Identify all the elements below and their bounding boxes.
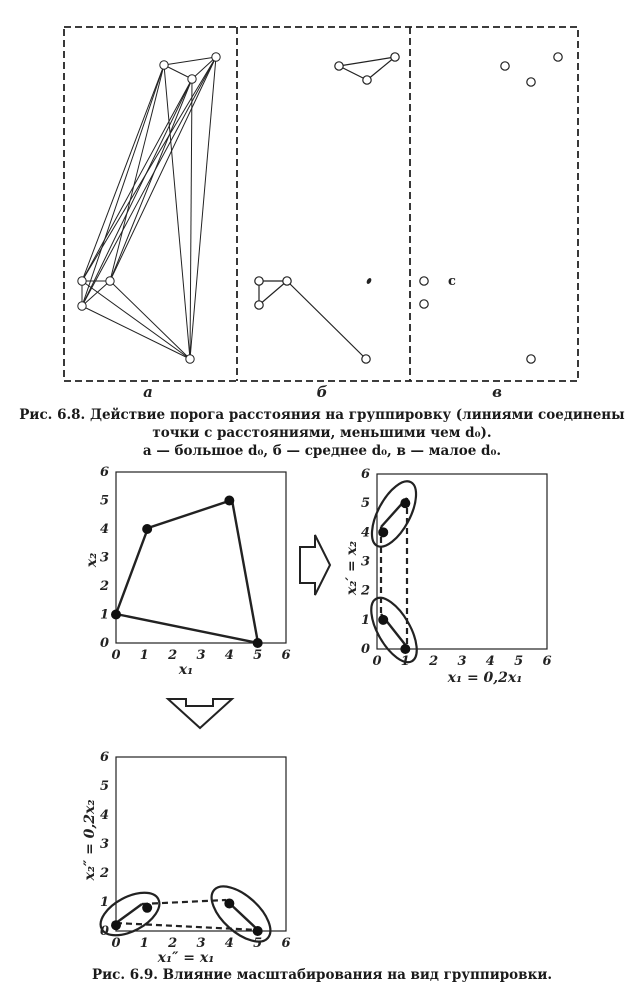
x-tick-label: 6 [542, 654, 552, 669]
data-point [420, 277, 428, 285]
data-point [78, 302, 86, 310]
data-point [554, 53, 562, 61]
data-point [363, 76, 371, 84]
y-tick-label: 1 [99, 607, 109, 623]
y-tick-label: 0 [360, 642, 370, 657]
y-tick-label: 5 [99, 779, 109, 794]
x-tick-label: 6 [281, 648, 291, 663]
x-tick-label: 1 [139, 936, 149, 951]
connection-line [82, 79, 192, 281]
panel-label-b: б [316, 383, 328, 401]
connection-line [82, 65, 164, 306]
connection-line [110, 79, 192, 281]
x-tick-label: 4 [485, 654, 495, 669]
fig68-panel-b [255, 53, 399, 363]
x-tick-label: 4 [224, 648, 234, 663]
data-point [400, 498, 410, 508]
plot-b-ylabel: x₂′ = x₂ [344, 540, 360, 596]
y-tick-label: 2 [99, 866, 109, 881]
plot-c-ylabel: x₂″ = 0,2x₂ [82, 799, 98, 881]
data-point [142, 903, 152, 913]
data-point [283, 277, 291, 285]
data-point [527, 78, 535, 86]
y-tick-label: 4 [360, 525, 370, 541]
data-point [400, 644, 410, 654]
arrow-right-icon [300, 535, 330, 595]
plot-b-xlabel: x₁ = 0,2x₁ [447, 670, 523, 686]
data-point [186, 355, 194, 363]
fig68-caption-line2: точки с расстояниями, меньшими чем d₀). [152, 425, 492, 441]
arrow-down-icon [168, 699, 232, 728]
y-tick-label: 0 [99, 924, 109, 939]
connection-line [82, 57, 216, 281]
y-tick-label: 5 [99, 493, 109, 509]
y-tick-label: 1 [360, 612, 370, 628]
fig68-caption-line1: Рис. 6.8. Действие порога расстояния на группировку (линиями соединены [19, 407, 625, 423]
connection-line [82, 57, 216, 306]
fig68-panel-c [420, 53, 562, 363]
y-tick-label: 6 [99, 750, 109, 765]
data-point [78, 277, 86, 285]
cluster-outline [116, 500, 258, 643]
fig68-panel-a [78, 53, 220, 363]
data-point [378, 527, 388, 537]
data-point [111, 610, 121, 620]
y-tick-label: 3 [360, 554, 370, 570]
data-point [142, 524, 152, 534]
y-tick-label: 0 [99, 636, 109, 651]
fig68-caption-line3: а — большое d₀, б — среднее d₀, в — малое d₀. [142, 443, 502, 459]
x-tick-label: 0 [111, 936, 121, 951]
data-point [224, 898, 234, 908]
connection-line [82, 306, 190, 359]
data-point [378, 615, 388, 625]
x-tick-label: 2 [168, 936, 178, 951]
y-tick-label: 3 [99, 550, 109, 566]
data-point [362, 355, 370, 363]
x-tick-label: 5 [514, 654, 524, 669]
cluster-edge [116, 904, 142, 923]
x-tick-label: 4 [224, 936, 234, 951]
x-tick-label: 0 [111, 648, 121, 663]
data-point [224, 496, 234, 506]
panel-label-a: а [143, 383, 153, 401]
data-point [420, 300, 428, 308]
y-tick-label: 3 [99, 837, 109, 852]
plot-a [84, 465, 291, 678]
plot-a-ylabel: x₂ [84, 552, 100, 568]
x-tick-label: 1 [139, 648, 149, 663]
y-tick-label: 6 [99, 465, 109, 480]
x-tick-label: 5 [253, 648, 263, 663]
data-point [160, 61, 168, 69]
data-point [188, 75, 196, 83]
x-tick-label: 3 [196, 648, 206, 663]
ink-mark [366, 277, 373, 285]
data-point [253, 638, 263, 648]
connection-line [190, 57, 216, 359]
point-label-c: с [448, 274, 456, 289]
data-point [212, 53, 220, 61]
y-tick-label: 1 [99, 895, 109, 910]
fig68-caption [0, 406, 644, 460]
fig69-caption: Рис. 6.9. Влияние масштабирования на вид группировки. [91, 967, 553, 983]
plot-b [344, 467, 552, 686]
x-tick-label: 0 [372, 654, 382, 669]
data-point [255, 277, 263, 285]
y-tick-label: 2 [360, 583, 370, 599]
data-point [391, 53, 399, 61]
y-tick-label: 4 [99, 808, 109, 823]
x-tick-label: 5 [253, 936, 263, 951]
y-tick-label: 2 [99, 579, 109, 594]
panel-label-c: в [492, 383, 502, 401]
data-point [253, 926, 263, 936]
data-point [111, 920, 121, 930]
data-point [106, 277, 114, 285]
x-tick-label: 1 [400, 654, 410, 669]
data-point [501, 62, 509, 70]
y-tick-label: 5 [360, 496, 370, 512]
data-point [335, 62, 343, 70]
plot-a-xlabel: x₁ [178, 662, 194, 678]
y-tick-label: 6 [360, 467, 370, 482]
x-tick-label: 2 [168, 648, 178, 663]
connection-line [82, 281, 190, 359]
connection-line [110, 65, 164, 281]
x-tick-label: 6 [281, 936, 291, 951]
x-tick-label: 3 [457, 654, 467, 669]
connection-line [190, 79, 192, 359]
plot-c-xlabel: x₁″ = x₁ [157, 950, 215, 966]
data-point [255, 301, 263, 309]
x-tick-label: 2 [429, 654, 439, 669]
data-point [527, 355, 535, 363]
connection-line [110, 281, 190, 359]
y-tick-label: 4 [99, 522, 109, 537]
x-tick-label: 3 [196, 936, 206, 951]
plot-c [82, 750, 291, 966]
